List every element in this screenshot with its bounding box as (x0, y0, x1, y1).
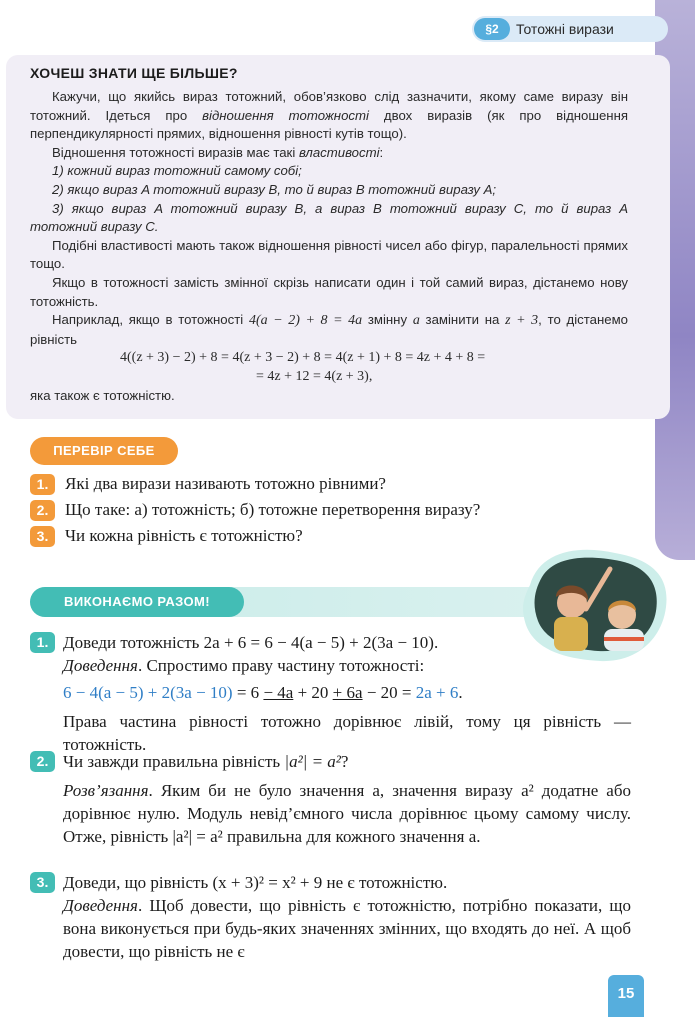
task-1-proof-intro: Доведення. Спростимо праву частину тотожності: (63, 656, 425, 675)
task-number-1: 1. (30, 632, 55, 653)
task-2-solution: Розв’язання. Яким би не було значення a, значення виразу a² додатне або дорівнює нулю. Модуль невід’ємного числа дорівнює цьому самому числу. Отже, рівність |a²| = a² правильна для кожного значення a. (63, 781, 631, 846)
task-1 (63, 631, 631, 756)
task-1-conclusion: Права частина рівності тотожно дорівнює лівій, тому ця рівність — тотожність. (63, 712, 631, 754)
question-3: Чи кожна рівність є тотожністю? (65, 526, 303, 545)
info-paragraph-1: Кажучи, що якийсь вираз тотожний, обов’язково слід зазначити, якому саме виразу він тотожний. Ідеться про відношення тотожності двох виразів (як про відношення перпендикулярності прямих, відношення рівності кутів тощо). (30, 89, 628, 142)
question-1: Які два вирази називають тотожно рівними? (65, 474, 386, 493)
info-box-title: ХОЧЕШ ЗНАТИ ЩЕ БІЛЬШЕ? (30, 65, 238, 81)
task-3-proof: Доведення. Щоб довести, що рівність є тотожністю, потрібно показати, що вона виконується при будь-яких значеннях змінних, що входять до неї. А щоб довести, що рівність не є (63, 896, 631, 961)
question-number-3: 3. (30, 526, 55, 547)
info-paragraph-4: Якщо в тотожності замість змінної скрізь написати один і той самий вираз, дістанемо нову тотожність. (30, 274, 628, 309)
property-2: 2) якщо вираз A тотожний виразу B, то й вираз B тотожний виразу A; (52, 181, 497, 197)
task-3 (63, 871, 631, 963)
info-box-text (30, 88, 628, 405)
equation-line-2: = 4z + 12 = 4(z + 3), (256, 368, 373, 384)
do-together-badge: ВИКОНАЄМО РАЗОМ! (30, 587, 244, 617)
task-number-2: 2. (30, 751, 55, 772)
info-paragraph-5: Наприклад, якщо в тотожності 4(a − 2) + 8 = 4a змінну a замінити на z + 3, то дістанемо рівність (30, 312, 628, 347)
task-number-3: 3. (30, 872, 55, 893)
task-2 (63, 750, 631, 848)
question-number-2: 2. (30, 500, 55, 521)
check-yourself-badge: ПЕРЕВІР СЕБЕ (30, 437, 178, 465)
question-2: Що таке: а) тотожність; б) тотожне перетворення виразу? (65, 500, 481, 519)
task-3-statement: Доведи, що рівність (x + 3)² = x² + 9 не є тотожністю. (63, 873, 448, 892)
info-paragraph-3: Подібні властивості мають також відношення рівності чисел або фігур, паралельності прямих тощо. (30, 237, 628, 272)
property-3: 3) якщо вираз A тотожний виразу B, а вираз B тотожний виразу C, то й вираз A тотожний виразу C. (30, 200, 628, 235)
section-number: §2 (474, 18, 510, 40)
task-1-calculation: 6 − 4(a − 5) + 2(3a − 10) = 6 − 4a + 20 + 6a − 20 = 2a + 6. (63, 683, 463, 702)
equation-line-1: 4((z + 3) − 2) + 8 = 4(z + 3 − 2) + 8 = 4(z + 1) + 8 = 4z + 4 + 8 = (120, 350, 486, 366)
page-number: 15 (608, 975, 644, 1017)
question-number-1: 1. (30, 474, 55, 495)
task-1-statement: Доведи тотожність 2a + 6 = 6 − 4(a − 5) + 2(3a − 10). (63, 633, 439, 652)
info-paragraph-2: Відношення тотожності виразів має такі властивості: (52, 144, 384, 160)
section-title: Тотожні вирази (516, 21, 614, 37)
property-1: 1) кожний вираз тотожний самому собі; (52, 163, 302, 179)
info-paragraph-6: яка також є тотожністю. (30, 387, 175, 403)
task-2-statement: Чи завжди правильна рівність |a²| = a²? (63, 752, 349, 771)
